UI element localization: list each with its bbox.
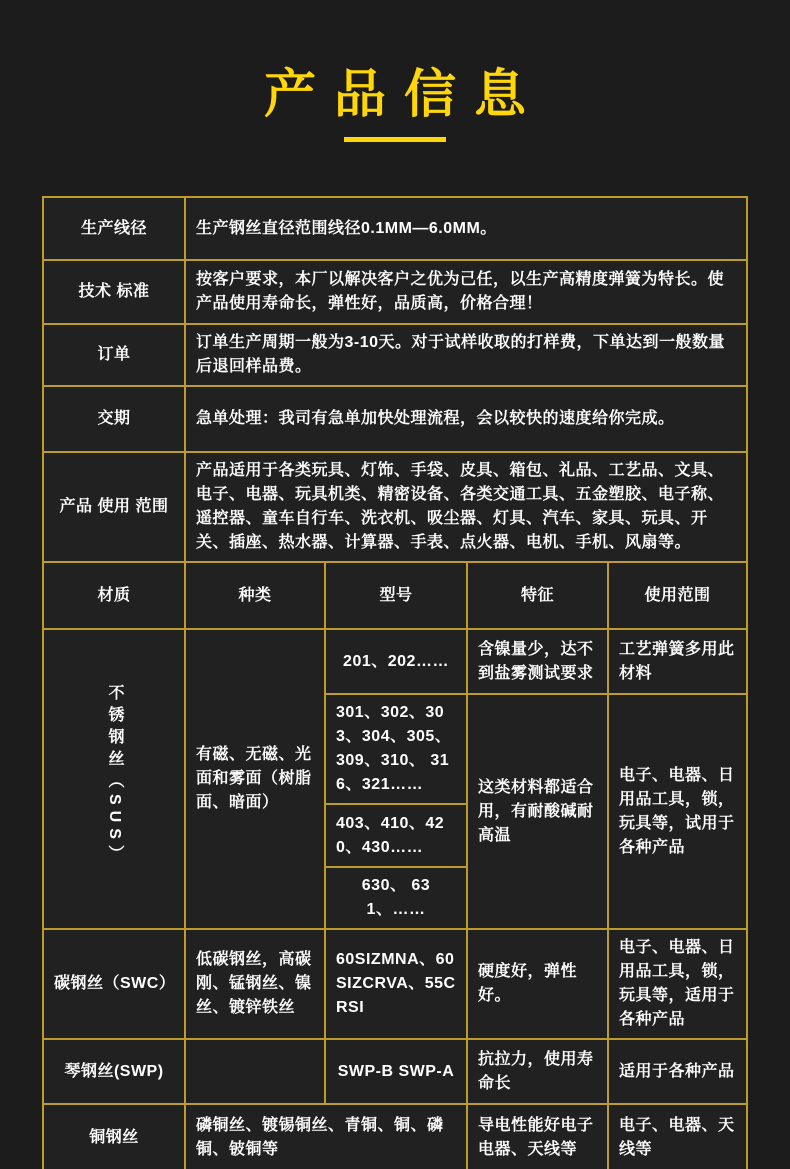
row-technical-standard [43, 260, 747, 324]
swc-material-cell: 碳钢丝（SWC） [43, 929, 185, 1039]
row-label: 产品 使用 范围 [43, 452, 185, 562]
title-underline [344, 137, 446, 142]
sus-model-201: 201、202…… [325, 629, 467, 694]
sus-material-cell [43, 629, 185, 929]
swc-feature-cell: 硬度好，弹性好。 [467, 929, 608, 1039]
product-info-table [42, 196, 748, 1169]
row-label: 订单 [43, 324, 185, 386]
header-material: 材质 [43, 562, 185, 629]
header-model: 型号 [325, 562, 467, 629]
row-content: 急单处理：我司有急单加快处理流程，会以较快的速度给你完成。 [185, 386, 747, 452]
swp-model-cell: SWP-B SWP-A [325, 1039, 467, 1104]
swp-material-cell: 琴钢丝(SWP) [43, 1039, 185, 1104]
materials-header-row [43, 562, 747, 629]
swp-usage-cell: 适用于各种产品 [608, 1039, 747, 1104]
sus-row-1 [43, 629, 747, 694]
sus-model-403: 403、410、420、430…… [325, 804, 467, 867]
swp-feature-cell: 抗拉力，使用寿命长 [467, 1039, 608, 1104]
row-label: 生产线径 [43, 197, 185, 260]
row-label: 技术 标准 [43, 260, 185, 324]
swp-type-cell [185, 1039, 325, 1104]
header-type: 种类 [185, 562, 325, 629]
sus-feature-low-nickel: 含镍量少，达不到盐雾测试要求 [467, 629, 608, 694]
header-usage: 使用范围 [608, 562, 747, 629]
row-content: 订单生产周期一般为3-10天。对于试样收取的打样费，下单达到一般数量后退回样品费。 [185, 324, 747, 386]
sus-material-vertical-text: 不锈钢丝（SUS） [106, 683, 123, 867]
row-delivery [43, 386, 747, 452]
sus-usage-craft-spring: 工艺弹簧多用此材料 [608, 629, 747, 694]
header-feature: 特征 [467, 562, 608, 629]
swc-usage-cell: 电子、电器、日用品工具，锁，玩具等，适用于各种产品 [608, 929, 747, 1039]
sus-feature-acid-resistant: 这类材料都适合用，有耐酸碱耐高温 [467, 694, 608, 929]
swc-type-cell: 低碳钢丝，高碳刚、锰钢丝、镍丝、镀锌铁丝 [185, 929, 325, 1039]
row-product-scope [43, 452, 747, 562]
copper-usage-cell: 电子、电器、天线等 [608, 1104, 747, 1169]
row-label: 交期 [43, 386, 185, 452]
sus-usage-electronics: 电子、电器、日用品工具，锁，玩具等，试用于各种产品 [608, 694, 747, 929]
sus-type-cell: 有磁、无磁、光面和雾面（树脂面、暗面） [185, 629, 325, 929]
copper-row [43, 1104, 747, 1169]
swc-row [43, 929, 747, 1039]
copper-feature-cell: 导电性能好电子电器、天线等 [467, 1104, 608, 1169]
swc-model-cell: 60SIZMNA、60SIZCRVA、55CRSI [325, 929, 467, 1039]
row-content: 按客户要求，本厂以解决客户之优为己任，以生产高精度弹簧为特长。使产品使用寿命长，弹性好，品质高，价格合理！ [185, 260, 747, 324]
sus-model-301: 301、302、303、304、305、 309、310、 316、321…… [325, 694, 467, 804]
copper-type-model-cell: 磷铜丝、镀锡铜丝、青铜、铜、磷铜、铍铜等 [185, 1104, 467, 1169]
swp-row [43, 1039, 747, 1104]
row-content: 生产钢丝直径范围线径0.1MM—6.0MM。 [185, 197, 747, 260]
sus-model-630: 630、 631、…… [325, 867, 467, 929]
copper-material-cell: 铜钢丝 [43, 1104, 185, 1169]
page-title: 产品信息 [263, 66, 544, 124]
row-order [43, 324, 747, 386]
row-production-diameter [43, 197, 747, 260]
row-content: 产品适用于各类玩具、灯饰、手袋、皮具、箱包、礼品、工艺品、文具、电子、电器、玩具机类、精密设备、各类交通工具、五金塑胶、电子称、遥控器、童车自行车、洗衣机、吸尘器、灯具、汽车、家具、玩具、开关、插座、热水器、计算器、手表、点火器、电机、手机、风扇等。 [185, 452, 747, 562]
title-block [0, 0, 790, 142]
